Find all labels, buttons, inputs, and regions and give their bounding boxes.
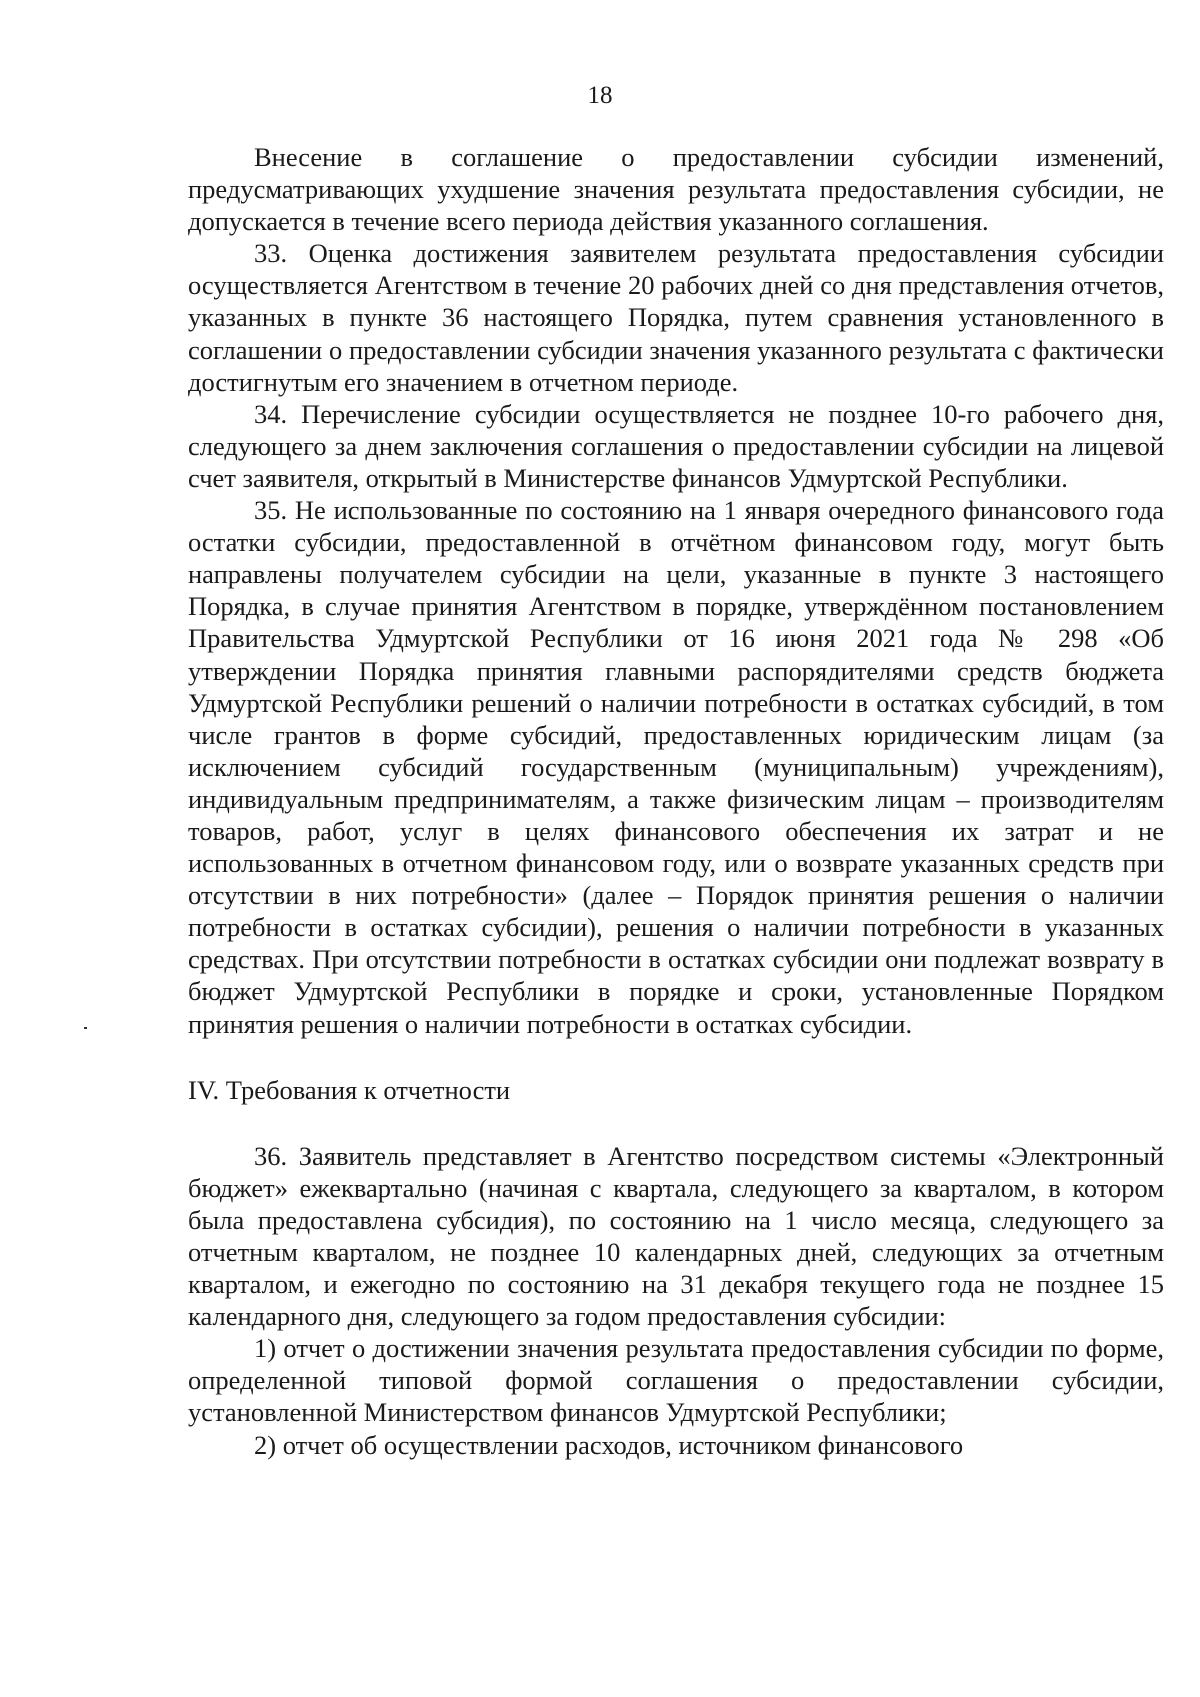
list-item-2: 2) отчет об осуществлении расходов, источником финансового <box>254 1429 964 1460</box>
paragraph-35: 35. Не использованные по состоянию на 1 января очередного финансового года остатки субсидии, предоставленной в отчётном финансовом году, могут быть направлены получателем субсидии на цели, указанные в пункте 3 настоящего Порядка, в случае принятия Агентством в порядке, утверждённом постановлением Правительства Удмуртской Республики от 16 июня 2021 года № 298 «Об утверждении Порядка принятия главными распорядителями средств бюджета Удмуртской Республики решений о наличии потребности в остатках субсидий, в том числе грантов в форме субсидий, предоставленных юридическим лицам (за исключением субсидий государственным (муниципальным) учреждениям), индивидуальным предпринимателям, а также физическим лицам – производителям товаров, работ, услуг в целях финансового обеспечения их затрат и не использованных в отчетном финансовом году, или о возврате указанных средств при отсутствии в них потребности» (далее – Порядок принятия решения о наличии потребности в остатках субсидии), решения о наличии потребности в указанных средствах. При отсутствии потребности в остатках субсидии они подлежат возврату в бюджет Удмуртской Республики в порядке и сроки, установленные Порядком принятия решения о наличии потребности в остатках субсидии. <box>188 495 1164 1039</box>
scan-speck <box>84 1027 87 1029</box>
section-heading: IV. Требования к отчетности <box>188 1074 511 1105</box>
document-body <box>188 141 1164 1461</box>
paragraph-amendment-restriction: Внесение в соглашение о предоставлении субсидии изменений, предусматривающих ухудшение значения результата предоставления субсидии, не допускается в течение всего периода действия указанного соглашения. <box>188 142 1164 237</box>
page-number: 18 <box>587 82 613 109</box>
paragraph-33: 33. Оценка достижения заявителем результата предоставления субсидии осуществляется Агентством в течение 20 рабочих дней со дня представления отчетов, указанных в пункте 36 настоящего Порядка, путем сравнения установленного в соглашении о предоставлении субсидии значения указанного результата с фактически достигнутым его значением в отчетном периоде. <box>188 238 1164 397</box>
paragraph-34: 34. Перечисление субсидии осуществляется не позднее 10-го рабочего дня, следующего за днем заключения соглашения о предоставлении субсидии на лицевой счет заявителя, открытый в Министерстве финансов Удмуртской Республики. <box>188 398 1164 493</box>
paragraph-36: 36. Заявитель представляет в Агентство посредством системы «Электронный бюджет» ежеквартально (начиная с квартала, следующего за кварталом, в котором была предоставлена субсидия), по состоянию на 1 число месяца, следующего за отчетным кварталом, не позднее 10 календарных дней, следующих за отчетным кварталом, и ежегодно по состоянию на 31 декабря текущего года не позднее 15 календарного дня, следующего за годом предоставления субсидии: <box>188 1140 1164 1332</box>
list-item-1: 1) отчет о достижении значения результата предоставления субсидии по форме, определенной типовой формой соглашения о предоставлении субсидии, установленной Министерством финансов Удмуртской Республики; <box>188 1333 1164 1428</box>
